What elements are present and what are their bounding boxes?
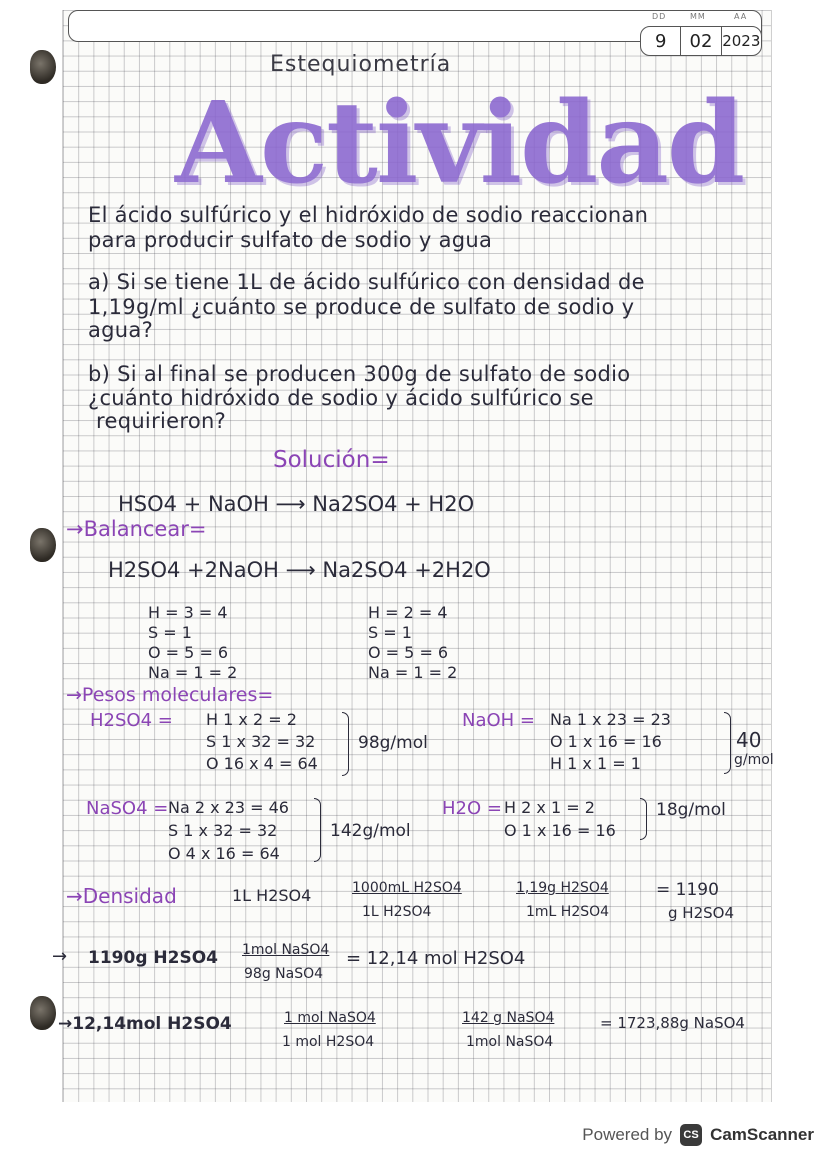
h2so4-label: H2SO4 = bbox=[90, 710, 173, 731]
h2so4-row-o: O 16 x 4 = 64 bbox=[206, 754, 318, 773]
naso4-total: 142g/mol bbox=[330, 821, 411, 841]
question-a-line-2: 1,19g/ml ¿cuánto se produce de sulfato de sodio y bbox=[88, 295, 635, 319]
count-right-h: H = 2 = 4 bbox=[368, 603, 448, 622]
date-year: 2023 bbox=[722, 32, 761, 50]
powered-by-text: Powered by bbox=[582, 1125, 673, 1144]
h2o-row-h: H 2 x 1 = 2 bbox=[504, 798, 595, 817]
camscanner-brand: CamScanner bbox=[710, 1125, 814, 1144]
date-box bbox=[640, 26, 762, 56]
count-right-s: S = 1 bbox=[368, 623, 412, 642]
question-a-line-3: agua? bbox=[88, 318, 154, 342]
question-a-line-1: a) Si se tiene 1L de ácido sulfúrico con densidad de bbox=[88, 270, 645, 294]
intro-line-1: El ácido sulfúrico y el hidróxido de sodio reaccionan bbox=[88, 203, 649, 227]
line3-f2-den: 1mol NaSO4 bbox=[466, 1034, 554, 1050]
date-label-dd: DD bbox=[652, 12, 667, 21]
density-result: = 1190 bbox=[656, 880, 719, 900]
naso4-brace bbox=[314, 798, 321, 862]
question-b-line-2: ¿cuánto hidróxido de sodio y ácido sulfúrico se bbox=[88, 386, 594, 410]
density-label: →Densidad bbox=[66, 884, 177, 908]
date-day: 9 bbox=[641, 27, 681, 55]
reaction-equation: HSO4 + NaOH ⟶ Na2SO4 + H2O bbox=[118, 492, 475, 516]
balanced-equation: H2SO4 +2NaOH ⟶ Na2SO4 +2H2O bbox=[108, 558, 491, 582]
count-left-o: O = 5 = 6 bbox=[148, 643, 229, 662]
date-month: 02 bbox=[681, 27, 721, 55]
line3-start: →12,14mol H2SO4 bbox=[58, 1014, 232, 1034]
page-title: Actividad bbox=[175, 78, 744, 209]
naoh-row-o: O 1 x 16 = 16 bbox=[550, 732, 662, 751]
line3-result: = 1723,88g NaSO4 bbox=[600, 1014, 745, 1032]
h2so4-row-s: S 1 x 32 = 32 bbox=[206, 732, 316, 751]
binder-hole bbox=[30, 996, 56, 1030]
h2o-row-o: O 1 x 16 = 16 bbox=[504, 821, 616, 840]
naso4-row-na: Na 2 x 23 = 46 bbox=[168, 798, 289, 817]
density-result-unit: g H2SO4 bbox=[668, 904, 734, 922]
naoh-total: 40 bbox=[736, 728, 762, 752]
line3-f1-den: 1 mol H2SO4 bbox=[282, 1034, 375, 1050]
naso4-row-s: S 1 x 32 = 32 bbox=[168, 821, 278, 840]
line2-result: = 12,14 mol H2SO4 bbox=[346, 948, 526, 969]
line2-f-den: 98g NaSO4 bbox=[244, 966, 324, 982]
density-f1-num: 1000mL H2SO4 bbox=[352, 880, 462, 896]
molecular-weights-label: →Pesos moleculares= bbox=[66, 684, 274, 706]
line2-arrow: → bbox=[52, 946, 68, 967]
line3-f2-num: 142 g NaSO4 bbox=[462, 1010, 555, 1026]
line3-f1-num: 1 mol NaSO4 bbox=[284, 1010, 376, 1026]
h2o-total: 18g/mol bbox=[656, 800, 726, 820]
naoh-brace bbox=[724, 712, 731, 774]
density-start: 1L H2SO4 bbox=[232, 886, 312, 905]
h2so4-total: 98g/mol bbox=[358, 733, 428, 753]
h2o-label: H2O = bbox=[442, 798, 502, 819]
naoh-label: NaOH = bbox=[462, 710, 536, 731]
count-left-h: H = 3 = 4 bbox=[148, 603, 228, 622]
count-right-na: Na = 1 = 2 bbox=[368, 663, 458, 682]
naso4-label: NaSO4 = bbox=[86, 798, 169, 819]
count-left-s: S = 1 bbox=[148, 623, 192, 642]
binder-hole bbox=[30, 528, 56, 562]
question-b-line-1: b) Si al final se producen 300g de sulfato de sodio bbox=[88, 362, 631, 386]
count-left-na: Na = 1 = 2 bbox=[148, 663, 238, 682]
line2-start: 1190g H2SO4 bbox=[88, 948, 218, 968]
line2-f-num: 1mol NaSO4 bbox=[242, 942, 330, 958]
question-b-line-3: requirieron? bbox=[96, 409, 227, 433]
naoh-unit: g/mol bbox=[734, 752, 774, 768]
density-f2-num: 1,19g H2SO4 bbox=[516, 880, 609, 896]
camscanner-logo-icon: CS bbox=[680, 1124, 702, 1146]
h2so4-brace bbox=[342, 712, 349, 776]
count-right-o: O = 5 = 6 bbox=[368, 643, 449, 662]
density-f2-den: 1mL H2SO4 bbox=[526, 904, 610, 920]
naso4-row-o: O 4 x 16 = 64 bbox=[168, 844, 280, 863]
camscanner-footer bbox=[582, 1124, 814, 1146]
solution-label: Solución= bbox=[273, 447, 390, 473]
density-f1-den: 1L H2SO4 bbox=[362, 904, 432, 920]
intro-line-2: para producir sulfato de sodio y agua bbox=[88, 228, 493, 252]
naoh-row-h: H 1 x 1 = 1 bbox=[550, 754, 641, 773]
h2so4-row-h: H 1 x 2 = 2 bbox=[206, 710, 297, 729]
date-label-aa: AA bbox=[734, 12, 748, 21]
binder-hole bbox=[30, 50, 56, 84]
subtitle: Estequiometría bbox=[270, 52, 452, 77]
naoh-row-na: Na 1 x 23 = 23 bbox=[550, 710, 671, 729]
balance-label: →Balancear= bbox=[66, 517, 207, 541]
h2o-brace bbox=[640, 798, 647, 840]
date-label-mm: MM bbox=[690, 12, 706, 21]
